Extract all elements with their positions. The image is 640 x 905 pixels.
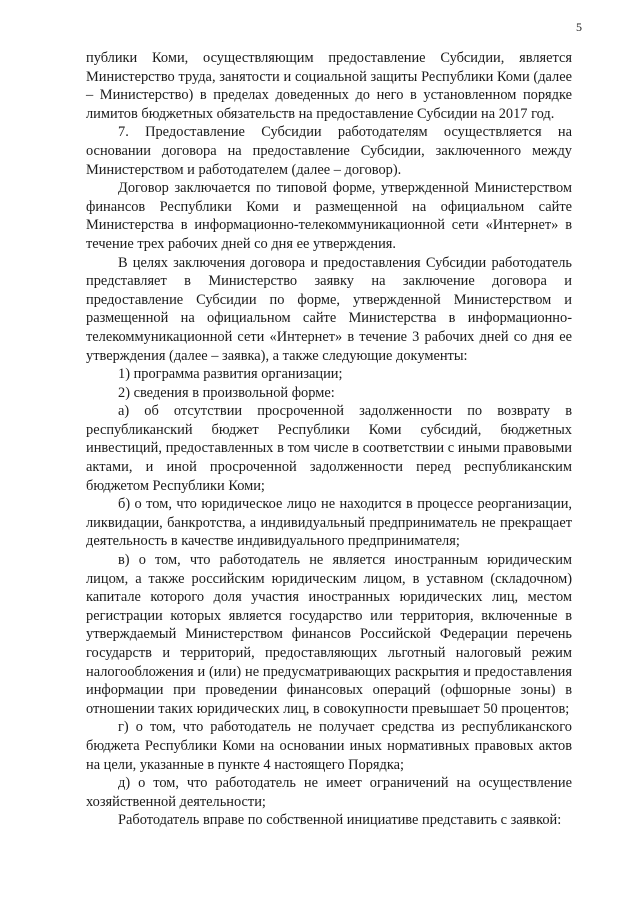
paragraph-contract-form: Договор заключается по типовой форме, утвержденной Министерством финансов Республики Коми и размещенной на официальном сайте Министерства в информационно-телекоммуникационной сети «Интернет» в течение трех рабочих дней со дня ее утверждения. bbox=[86, 180, 572, 252]
document-body bbox=[86, 49, 572, 830]
paragraph-clause-7: 7. Предоставление Субсидии работодателям осуществляется на основании договора на предоставление Субсидии, заключенного между Министерством и работодателем (далее – договор). bbox=[86, 124, 572, 178]
list-item-1: 1) программа развития организации; bbox=[118, 366, 343, 383]
list-item-a: а) об отсутствии просроченной задолженности по возврату в республиканский бюджет Республики Коми субсидий, бюджетных инвестиций, предоставленных в том числе в соответствии с иными правовыми актами, и иной просроченной задолженности перед республиканским бюджетом Республики Коми; bbox=[86, 403, 572, 494]
list-item-b: б) о том, что юридическое лицо не находится в процессе реорганизации, ликвидации, банкротства, а индивидуальный предприниматель не прекращает деятельность в качестве индивидуального предпринимателя; bbox=[86, 496, 572, 550]
list-item-g: г) о том, что работодатель не получает средства из республиканского бюджета Республики Коми на основании иных нормативных правовых актов на цели, указанные в пункте 4 настоящего Порядка; bbox=[86, 719, 572, 773]
page-number: 5 bbox=[576, 20, 582, 34]
list-item-2: 2) сведения в произвольной форме: bbox=[118, 384, 335, 401]
list-item-v: в) о том, что работодатель не является иностранным юридическим лицом, а также российским юридическим лицом, в уставном (складочном) капитале которого доля участия иностранных юридических лиц, местом регистрации которых является государство или территория, включенные в утверждаемый Министерством финансов Российской Федерации перечень государств и территорий, предоставляющих льготный налоговый режим налогообложения и (или) не предусматривающих раскрытия и предоставления информации при проведении финансовых операций (офшорные зоны) в отношении таких юридических лиц, в совокупности превышает 50 процентов; bbox=[86, 552, 572, 717]
paragraph-continuation: публики Коми, осуществляющим предоставление Субсидии, является Министерство труда, занятости и социальной защиты Республики Коми (далее – Министерство) в пределах доведенных до него в установленном порядке лимитов бюджетных обязательств на предоставление Субсидии на 2017 год. bbox=[86, 50, 572, 122]
list-item-d: д) о том, что работодатель не имеет ограничений на осуществление хозяйственной деятельности; bbox=[86, 775, 572, 810]
paragraph-optional-documents: Работодатель вправе по собственной инициативе представить с заявкой: bbox=[118, 812, 562, 829]
paragraph-application: В целях заключения договора и предоставления Субсидии работодатель представляет в Министерство заявку на заключение договора и предоставление Субсидии по форме, утвержденной Министерством и размещенной на официальном сайте Министерства в информационно-телекоммуникационной сети «Интернет» в течение 3 рабочих дней со дня ее утверждения (далее – заявка), а также следующие документы: bbox=[86, 254, 572, 364]
